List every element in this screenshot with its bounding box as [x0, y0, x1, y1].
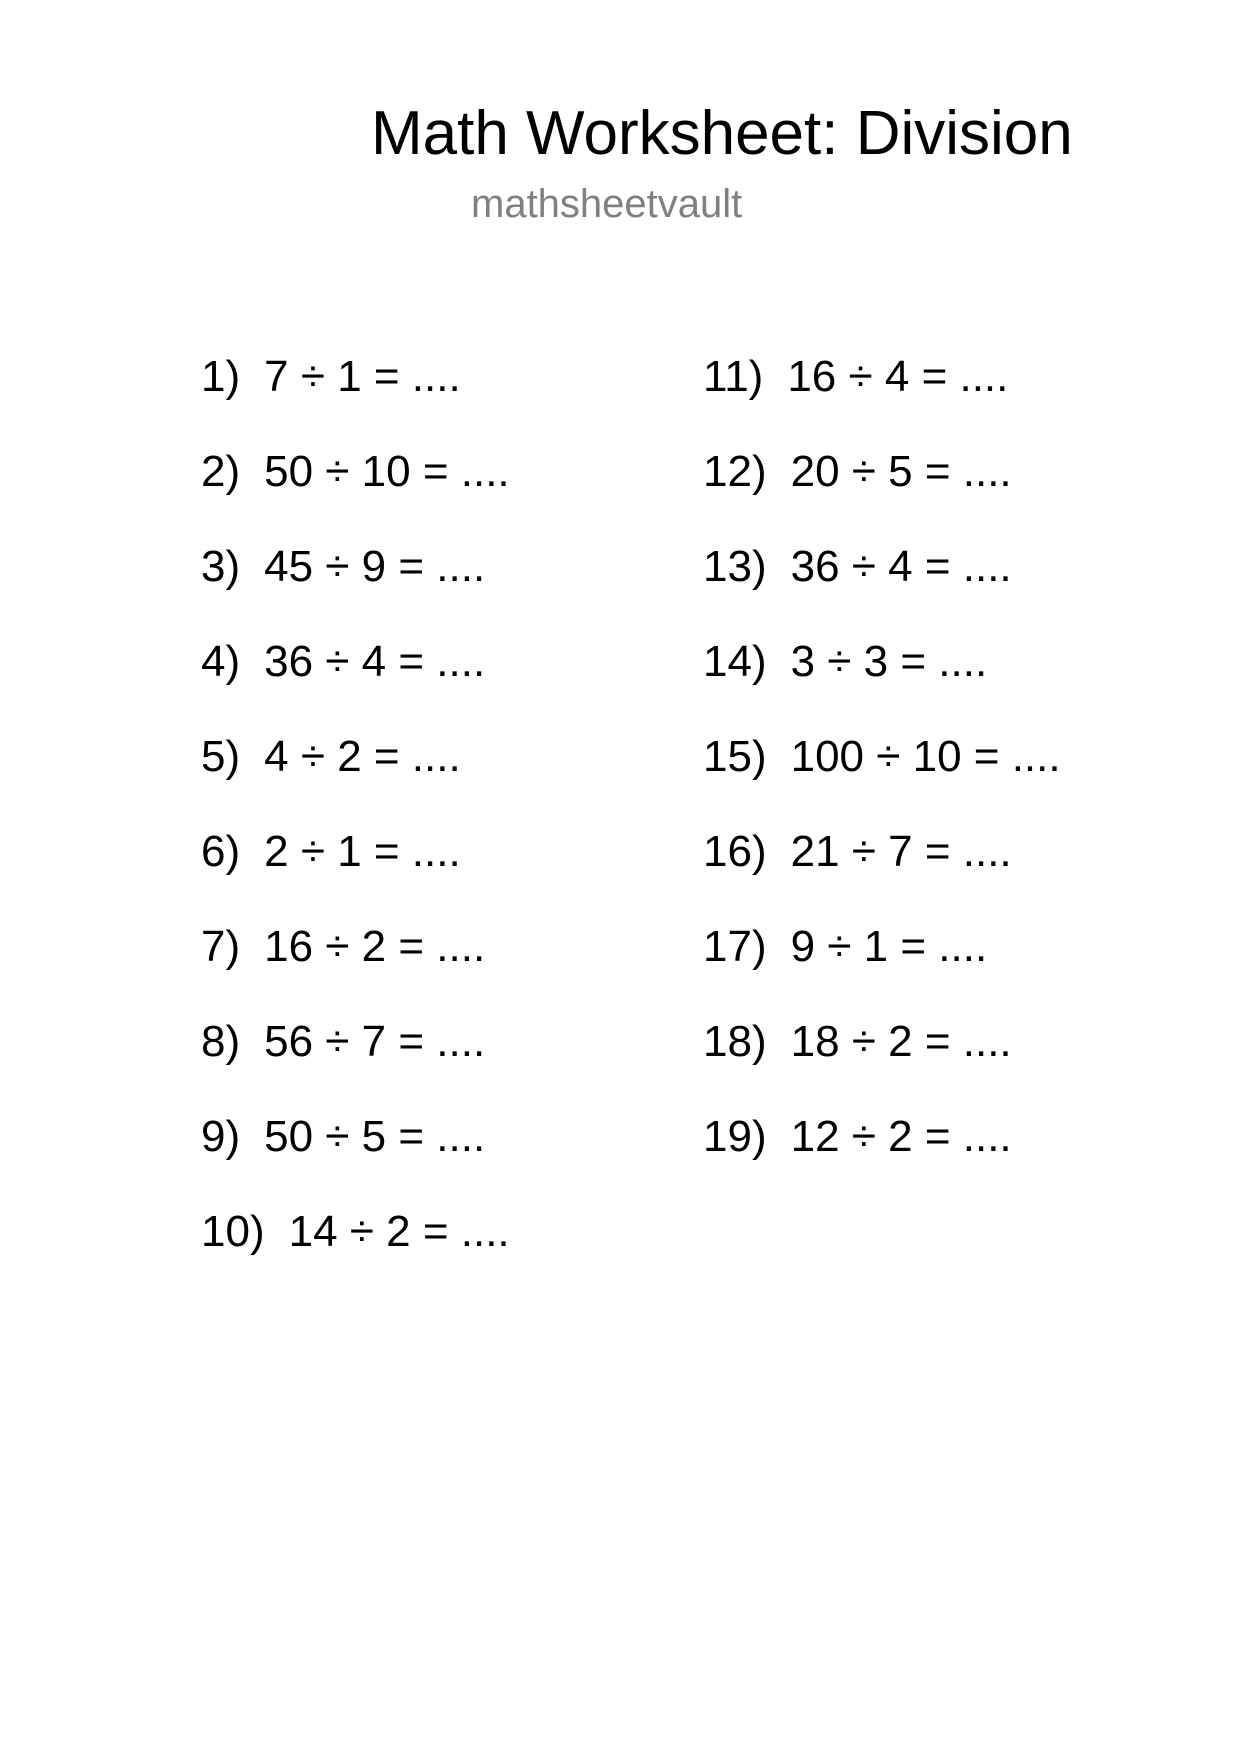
problem-item [201, 1207, 510, 1302]
problem-number: 18) [703, 1017, 767, 1066]
problem-item [703, 1017, 1061, 1112]
problem-item [703, 352, 1061, 447]
problem-number: 5) [201, 732, 241, 781]
problem-item [703, 922, 1061, 1017]
problem-expression: 4 ÷ 2 = .... [264, 732, 461, 781]
problem-item [703, 1112, 1061, 1207]
problem-item [201, 1017, 510, 1112]
problem-item [201, 542, 510, 637]
problem-expression: 12 ÷ 2 = .... [790, 1112, 1012, 1161]
problem-expression: 16 ÷ 2 = .... [264, 922, 486, 971]
problem-number: 11) [703, 352, 764, 401]
problem-number: 3) [201, 542, 241, 591]
problem-expression: 20 ÷ 5 = .... [790, 447, 1012, 496]
problem-expression: 45 ÷ 9 = .... [264, 542, 486, 591]
problem-expression: 50 ÷ 5 = .... [264, 1112, 486, 1161]
problems-column-right [703, 352, 1061, 1207]
problem-expression: 2 ÷ 1 = .... [264, 827, 461, 876]
problem-item [703, 732, 1061, 827]
problem-number: 6) [201, 827, 241, 876]
problem-number: 14) [703, 637, 767, 686]
problem-number: 10) [201, 1207, 265, 1256]
problem-expression: 36 ÷ 4 = .... [264, 637, 486, 686]
problem-expression: 14 ÷ 2 = .... [288, 1207, 510, 1256]
site-name: mathsheetvault [471, 182, 743, 226]
problem-number: 2) [201, 447, 241, 496]
problem-item [201, 1112, 510, 1207]
problem-expression: 7 ÷ 1 = .... [264, 352, 461, 401]
problem-number: 1) [201, 352, 241, 401]
problem-expression: 21 ÷ 7 = .... [790, 827, 1012, 876]
problem-expression: 36 ÷ 4 = .... [790, 542, 1012, 591]
problem-item [201, 922, 510, 1017]
problem-item [703, 542, 1061, 637]
problem-number: 19) [703, 1112, 767, 1161]
problem-expression: 56 ÷ 7 = .... [264, 1017, 486, 1066]
problem-item [703, 637, 1061, 732]
problem-item [703, 447, 1061, 542]
problem-number: 16) [703, 827, 767, 876]
problem-number: 8) [201, 1017, 241, 1066]
problem-number: 15) [703, 732, 767, 781]
problem-number: 7) [201, 922, 241, 971]
problem-expression: 3 ÷ 3 = .... [790, 637, 988, 686]
problem-number: 4) [201, 637, 241, 686]
problem-item [201, 637, 510, 732]
problems-column-left [201, 352, 510, 1302]
problem-item [201, 352, 510, 447]
problem-item [201, 447, 510, 542]
problem-number: 17) [703, 922, 767, 971]
page-title: Math Worksheet: Division [371, 99, 1073, 168]
problem-item [201, 732, 510, 827]
problem-number: 13) [703, 542, 767, 591]
problem-expression: 9 ÷ 1 = .... [790, 922, 988, 971]
problem-number: 9) [201, 1112, 241, 1161]
problem-number: 12) [703, 447, 767, 496]
problem-item [201, 827, 510, 922]
problem-item [703, 827, 1061, 922]
problem-expression: 18 ÷ 2 = .... [790, 1017, 1012, 1066]
problem-expression: 100 ÷ 10 = .... [790, 732, 1061, 781]
problem-expression: 16 ÷ 4 = .... [787, 352, 1009, 401]
problem-expression: 50 ÷ 10 = .... [264, 447, 510, 496]
